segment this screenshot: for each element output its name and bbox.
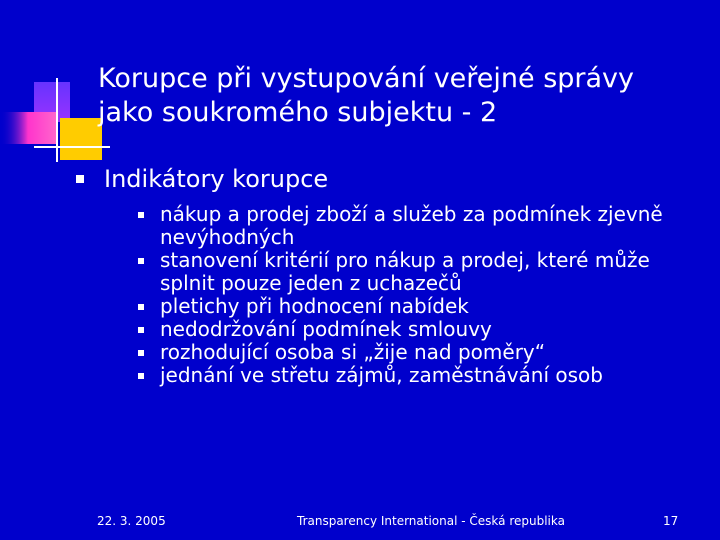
sub-bullet-item xyxy=(160,203,700,249)
square-bullet-icon xyxy=(138,373,144,379)
sub-bullet-item xyxy=(160,295,700,318)
slide-title-line-2: jako soukromého subjektu - 2 xyxy=(98,97,498,128)
footer-date: 22. 3. 2005 xyxy=(97,514,166,528)
sub-bullet-text-line: jednání ve střetu zájmů, zaměstnávání osob xyxy=(160,363,603,387)
sub-bullet-text-line: pletichy při hodnocení nabídek xyxy=(160,294,469,318)
sub-bullet-item xyxy=(160,341,700,364)
square-bullet-icon xyxy=(138,304,144,310)
square-bullet-icon xyxy=(138,212,144,218)
sub-bullet-list xyxy=(160,203,700,387)
bullet-level1-text: Indikátory korupce xyxy=(104,165,329,193)
sub-bullet-text-line: nákup a prodej zboží a služeb za podmínek zjevně xyxy=(160,202,663,226)
square-bullet-icon xyxy=(76,175,84,183)
sub-bullet-item xyxy=(160,318,700,341)
sub-bullet-text-line: nedodržování podmínek smlouvy xyxy=(160,317,492,341)
footer-page-number: 17 xyxy=(663,514,679,528)
sub-bullet-text-line: rozhodující osoba si „žije nad poměry“ xyxy=(160,340,546,364)
slide-title-line-1: Korupce při vystupování veřejné správy xyxy=(98,63,635,94)
slide-title xyxy=(98,62,698,130)
square-bullet-icon xyxy=(138,327,144,333)
square-bullet-icon xyxy=(138,350,144,356)
footer-organization: Transparency International - Česká republika xyxy=(297,514,565,528)
sub-bullet-text-line: splnit pouze jeden z uchazečů xyxy=(160,271,462,295)
sub-bullet-text-line: stanovení kritérií pro nákup a prodej, které může xyxy=(160,248,650,272)
sub-bullet-item xyxy=(160,249,700,295)
bullet-level1 xyxy=(104,163,328,195)
sub-bullet-text-line: nevýhodných xyxy=(160,225,295,249)
square-bullet-icon xyxy=(138,258,144,264)
deco-yellow-square xyxy=(60,118,102,160)
sub-bullet-item xyxy=(160,364,700,387)
deco-magenta-bar xyxy=(0,112,56,144)
corner-decoration xyxy=(0,0,110,170)
